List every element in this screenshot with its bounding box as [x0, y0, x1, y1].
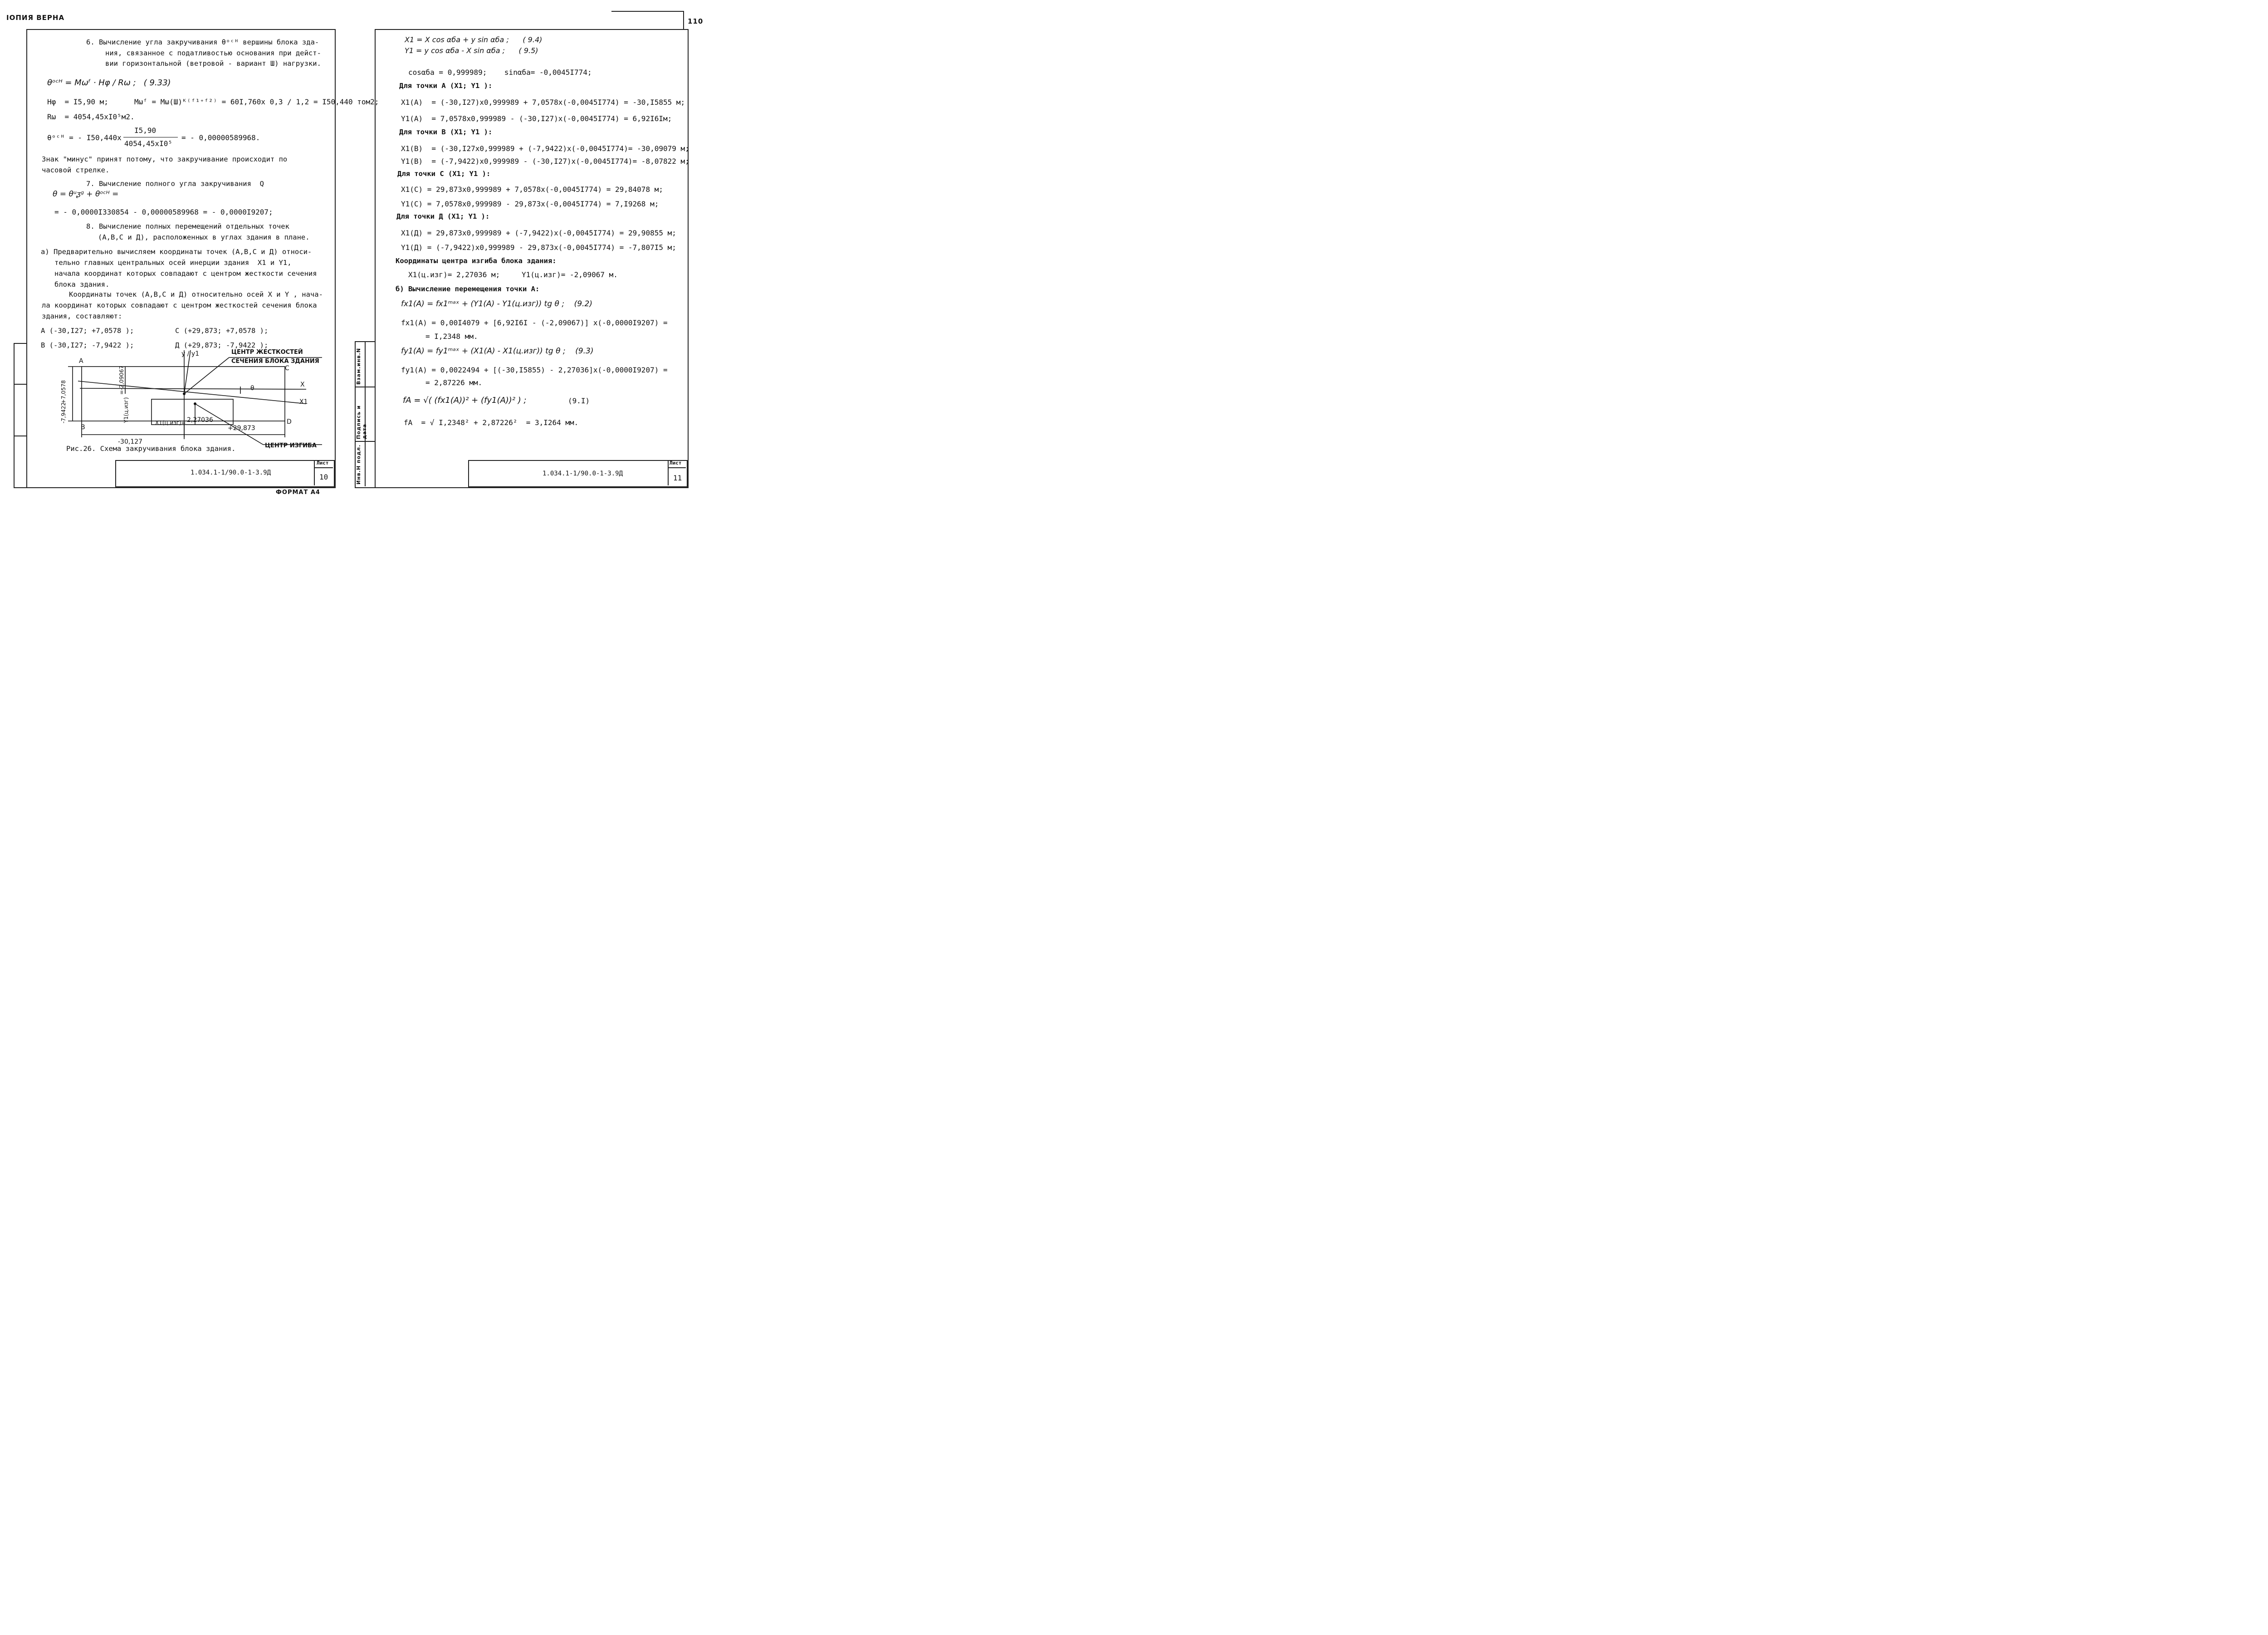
coord-c: C (+29,873; +7,0578 ); [175, 327, 269, 335]
s6-title-3: вии горизонтальной (ветровой - вариант Ш) нагрузки. [105, 59, 321, 68]
fig-label-stiffness-2: СЕЧЕНИЯ БЛОКА ЗДАНИЯ [231, 358, 319, 365]
point-b-title: Для точки B (X1; Y1 ): [399, 128, 493, 136]
fy-calc-1: fy1(A) = 0,0022494 + [(-30,I5855) - 2,27036]x(-0,0000I9207) = [401, 366, 668, 374]
fig-label-y-bend: Y1(ц.изг) [123, 397, 129, 423]
page-number-top: 110 [688, 17, 704, 25]
eq-9-3: fy1(A) = fy1ᵐᵃˣ + (X1(A) - X1(ц.изг)) tg θ ; (9.3) [401, 347, 594, 356]
top-right-rule [611, 11, 684, 12]
bend-center-x: X1(ц.изг)= 2,27036 м; [408, 270, 500, 279]
left-tb-divider [314, 460, 315, 485]
point-d-x: X1(Д) = 29,873x0,999989 + (-7,9422)x(-0,0045I774) = 29,90855 м; [401, 229, 676, 237]
eq-9-1: fA = √( (fx1(A))² + (fy1(A))² ) ; [403, 396, 527, 405]
torsion-scheme-figure [54, 348, 327, 454]
point-d-y: Y1(Д) = (-7,9422)x0,999989 - 29,873x(-0,0045I774) = -7,807I5 м; [401, 243, 676, 252]
theta-calc-den: 4054,45xI0⁵ [124, 139, 172, 148]
fig-dim-top: +7,0578 [60, 380, 67, 404]
s7-title: 7. Вычисление полного угла закручивания Q [86, 180, 264, 188]
para-a-6: ла координат которых совпадают с центром жесткостей сечения блока [42, 301, 317, 309]
stiffness-center-dot [183, 392, 186, 395]
theta-calc-num: I5,90 [134, 126, 156, 135]
left-sheet-number: 10 [319, 473, 328, 481]
axis-x [80, 388, 306, 389]
copy-stamp: ІОПИЯ ВЕРНА [6, 14, 65, 22]
strip-replace-inv: Взам.инв.N [356, 348, 362, 385]
fig-dim-right: +29,873 [228, 425, 255, 432]
top-right-tick [683, 11, 684, 29]
point-a-y: Y1(A) = 7,0578x0,999989 - (-30,I27)x(-0,0045I774) = 6,92I6Iм; [401, 114, 672, 123]
leader-bending [195, 404, 263, 445]
fig-theta: θ [250, 385, 254, 392]
point-a-x: X1(A) = (-30,I27)x0,999989 + 7,0578x(-0,0045I774) = -30,I5855 м; [401, 98, 685, 107]
coord-b: B (-30,I27; -7,9422 ); [41, 341, 134, 349]
fig-axis-x1: X1 [299, 398, 308, 406]
fig-point-d: D [287, 418, 292, 426]
fx-calc-2: = I,2348 мм. [425, 332, 478, 341]
h-phi: Hφ = I5,90 м; [47, 98, 108, 106]
fig-axis-y: y / y1 [181, 350, 200, 357]
right-sheet-label: Лист [670, 460, 682, 466]
fig-dim-vertical: =-2,09067 [118, 365, 125, 395]
eq-9-5: Y1 = y cos αба - X sin αба ; ( 9.5) [405, 46, 538, 55]
para-a-1: а) Предварительно вычисляем координаты точек (A,B,C и Д) относи- [41, 248, 312, 256]
fig-dim-bottom: -7,9422 [60, 402, 67, 424]
fig-dim-left: -30,127 [118, 438, 143, 445]
strip-sign-date: Подпись и дата [356, 405, 367, 439]
eq-9-4: X1 = X cos αба + y sin αба ; ( 9.4) [405, 35, 543, 44]
bend-center-y: Y1(ц.изг)= -2,09067 м. [522, 270, 618, 279]
left-doc-code: 1.034.1-1/90.0-1-3.9Д [191, 469, 271, 476]
format-a4: ФОРМАТ А4 [276, 489, 320, 496]
left-margin-div1 [14, 384, 26, 385]
fy-calc-2: = 2,87226 мм. [425, 378, 483, 387]
axis-x1 [78, 381, 306, 404]
para-a-2: тельно главных центральных осей инерции здания X1 и Y1, [54, 259, 292, 267]
s6-title-1: 6. Вычисление угла закручивания θᵒᶜᴴ вершины блока зда- [86, 38, 319, 46]
point-d-title: Для точки Д (X1; Y1 ): [396, 212, 490, 220]
r-omega: Rω = 4054,45xI0⁵м2. [47, 113, 135, 121]
s7-eq2: = - 0,0000I330854 - 0,00000589968 = - 0,0000I9207; [54, 208, 273, 216]
left-tb-sheet-divider [314, 467, 333, 468]
eq-9-2: fx1(A) = fx1ᵐᵃˣ + (Y1(A) - Y1(ц.изг)) tg θ ; (9.2) [401, 299, 592, 308]
right-tb-divider [668, 460, 669, 485]
fig-dim-bend-x: 2,27036 [187, 416, 213, 424]
bending-center-dot [194, 402, 196, 405]
leader-stiffness [184, 357, 229, 394]
para-a-7: здания, составляют: [42, 312, 122, 320]
m-omega: Mωᶠ = Mω(Ш)ᴷ⁽ᶠ¹⁺ᶠ²⁾ = 60I,760x 0,3 / 1,2 = I50,440 том2; [134, 98, 379, 106]
strip-inv-no: Инв.Н подл. [356, 444, 362, 485]
fig-axis-x: X [300, 381, 305, 388]
fig-point-c: C [285, 365, 289, 372]
point-c-x: X1(C) = 29,873x0,999989 + 7,0578x(-0,0045I774) = 29,84078 м; [401, 185, 663, 194]
para-a-3: начала координат которых совпадают с центром жесткости сечения [54, 269, 317, 278]
theta-calc-left: θᵒᶜᴴ = - I50,440x [47, 133, 122, 142]
bend-center-title: Координаты центра изгиба блока здания: [396, 257, 557, 265]
minus-note-2: часовой стрелке. [42, 166, 110, 174]
point-a-title: Для точки A (X1; Y1 ): [399, 82, 493, 90]
fa-result: fA = √ I,2348² + 2,87226² = 3,I264 мм. [404, 418, 579, 427]
fig-point-a: A [79, 357, 83, 365]
left-sheet-label: Лист [317, 460, 329, 466]
figure-caption: Рис.26. Схема закручивания блока здания. [66, 445, 236, 453]
point-c-y: Y1(C) = 7,0578x0,999989 - 29,873x(-0,0045I774) = 7,I9268 м; [401, 200, 659, 208]
fig-label-x-bend: X1(ц.изг)= [155, 420, 186, 426]
cos-sin-values: cosαба = 0,999989; sinαба= -0,0045I774; [408, 68, 592, 77]
s6-title-2: ния, связанное с податливостью основания при дейст- [105, 49, 321, 57]
s8-title-2: (A,B,C и Д), расположенных в углах здания в плане. [98, 233, 310, 241]
point-b-x: X1(B) = (-30,I27x0,999989 + (-7,9422)x(-0,0045I774)= -30,09079 м; [401, 144, 689, 153]
eq-9-1-number: (9.I) [568, 397, 590, 405]
s7-eq1: θ = θᵘᶚᵍ + θᵒᶜᴴ = [53, 190, 119, 199]
fig-label-bending: ЦЕНТР ИЗГИБА [265, 442, 317, 449]
point-b-y: Y1(B) = (-7,9422)x0,999989 - (-30,I27)x(-0,0045I774)= -8,07822 м; [401, 157, 689, 166]
b-title: б) Вычисление перемещения точки A: [396, 285, 540, 293]
coord-d: Д (+29,873; -7,9422 ); [175, 341, 269, 349]
eq-9-33: θᵒᶜᴴ = Mωᶠ · Hφ / Rω ; ( 9.33) [47, 78, 171, 88]
s8-title-1: 8. Вычисление полных перемещений отдельных точек [86, 222, 289, 230]
right-sheet-number: 11 [673, 474, 682, 482]
right-tb-sheet-divider [668, 467, 686, 468]
coord-a: A (-30,I27; +7,0578 ); [41, 327, 134, 335]
minus-note-1: Знак "минус" принят потому, что закручивание происходит по [42, 155, 288, 163]
point-c-title: Для точки C (X1; Y1 ): [397, 170, 491, 178]
fx-calc-1: fx1(A) = 0,00I4079 + [6,92I6I - (-2,09067)] x(-0,0000I9207) = [401, 318, 668, 327]
right-doc-code: 1.034.1-1/90.0-1-3.9Д [543, 470, 623, 477]
theta-calc-res: = - 0,00000589968. [181, 133, 260, 142]
fig-point-b: B [81, 424, 85, 431]
para-a-4: блока здания. [54, 280, 110, 289]
fig-label-stiffness-1: ЦЕНТР ЖЕСТКОСТЕЙ [231, 349, 303, 356]
para-a-5: Координаты точек (A,B,C и Д) относительно осей X и Y , нача- [69, 290, 323, 299]
left-margin-box [14, 343, 27, 488]
